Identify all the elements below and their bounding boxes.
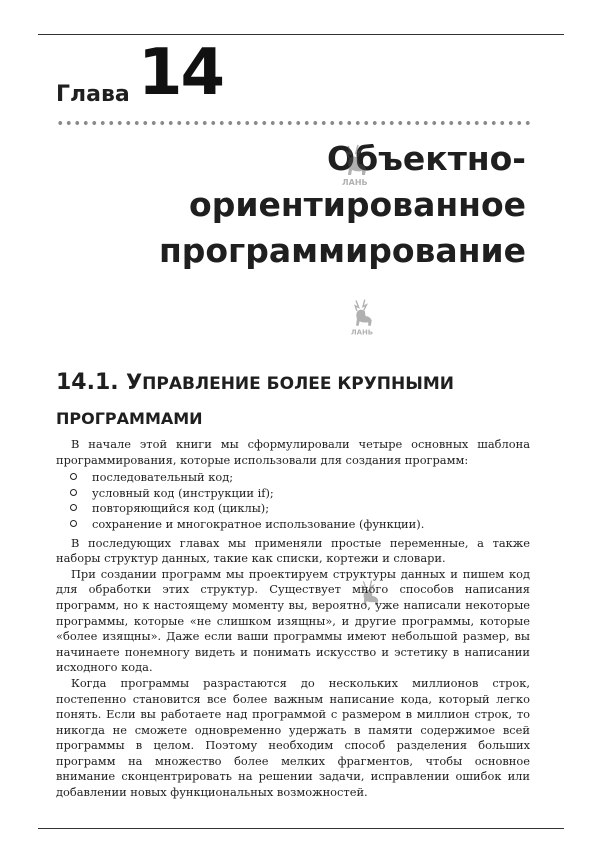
- publisher-watermark-icon: [346, 297, 380, 337]
- list-item: условный код (инструкции if);: [56, 486, 530, 502]
- body-text: [56, 437, 530, 801]
- section-title-line2: ПРОГРАММАМИ: [56, 409, 203, 428]
- chapter-title: [66, 136, 526, 274]
- watermark-text: ЛАНЬ: [350, 328, 374, 337]
- chapter-label: Глава: [56, 82, 130, 107]
- pattern-list: [56, 470, 530, 532]
- bullet-circle-icon: [70, 520, 77, 527]
- section-heading: [56, 366, 536, 434]
- dotted-divider: [56, 120, 530, 126]
- publisher-watermark-icon: [338, 142, 374, 188]
- chapter-title-line: Объектно-: [327, 139, 526, 178]
- intro-paragraph: В начале этой книги мы сформулировали четыре основных шаблона программирования, которые использовали для создания программ:: [56, 437, 530, 467]
- list-item: сохранение и многократное использование (функции).: [56, 517, 530, 533]
- bullet-circle-icon: [70, 489, 77, 496]
- section-title-capital: У: [125, 370, 143, 394]
- top-rule: [38, 34, 564, 35]
- list-item: последовательный код;: [56, 470, 530, 486]
- paragraph: В последующих главах мы применяли простые переменные, а также наборы структур данных, такие как списки, кортежи и словари.: [56, 535, 530, 566]
- bottom-rule: [38, 828, 564, 829]
- bullet-circle-icon: [70, 473, 77, 480]
- chapter-title-line: ориентированное: [189, 185, 526, 224]
- chapter-number: 14: [138, 36, 224, 110]
- section-title-line1: ПРАВЛЕНИЕ БОЛЕЕ КРУПНЫМИ: [142, 374, 455, 394]
- watermark-text: ЛАНЬ: [342, 178, 368, 187]
- list-item: повторяющийся код (циклы);: [56, 501, 530, 517]
- bullet-circle-icon: [70, 504, 77, 511]
- paragraph: Когда программы разрастаются до нескольких миллионов строк, постепенно становится все более важным написание кода, который легко понять. Если вы работаете над программой с размером в миллион строк, то никогда не сможете одновременно удержать в памяти содержимое всей программы в целом. Поэтому необходим способ разделения больших программ на множество более мелких фрагментов, чтобы основное внимание сконцентрировать на решении задачи, исправлении ошибок или добавлении новых функциональных возможностей.: [56, 675, 530, 800]
- paragraph: При создании программ мы проектируем структуры данных и пишем код для обработки этих структур. Существует много способов написания программ, но к настоящему моменту вы, вероятно, уже написали некоторые программы, которые «не слишком изящны», и другие программы, которые «более изящны». Даже если ваши программы имеют небольшой размер, вы начинаете понемногу видеть и понимать искусство и эстетику в написании исходного кода.: [56, 566, 530, 675]
- chapter-title-line: программирование: [158, 231, 526, 270]
- section-number: 14.1.: [56, 370, 119, 395]
